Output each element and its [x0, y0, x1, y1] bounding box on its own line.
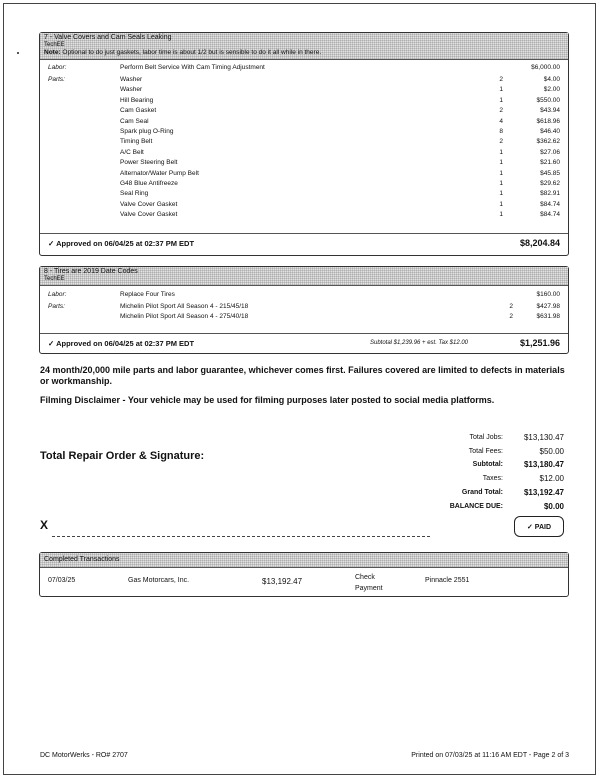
part-amount: $29.62 — [540, 180, 560, 187]
part-qty: 1 — [499, 200, 503, 208]
job-7-tech: TechEE — [44, 42, 65, 48]
job-8-total: $1,251.96 — [519, 338, 560, 348]
job-7-card — [39, 32, 569, 256]
part-name: G48 Blue Antifreeze — [120, 180, 178, 187]
part-name: Hill Bearing — [120, 96, 154, 104]
part-qty: 2 — [499, 107, 503, 115]
transactions-header: Completed Transactions — [40, 553, 568, 568]
part-name: Timing Belt — [120, 138, 153, 146]
part-row — [40, 127, 568, 137]
part-name: Valve Cover Gasket — [120, 211, 178, 219]
job-7-labor-row — [40, 63, 568, 73]
parts-label: Parts: — [48, 76, 65, 83]
job-8-card — [39, 266, 569, 354]
part-qty: 4 — [499, 117, 503, 125]
total-label: BALANCE DUE: — [449, 502, 503, 510]
job-7-total: $8,204.84 — [519, 238, 560, 248]
part-name: Michelin Pilot Sport All Season 4 - 215/45/18 — [120, 303, 249, 310]
part-amount: $362.62 — [536, 138, 560, 146]
transaction-payee: Gas Motorcars, Inc. — [128, 577, 190, 584]
part-name: Alternator/Water Pump Belt — [120, 169, 199, 177]
part-qty: 1 — [499, 190, 503, 198]
part-name: Michelin Pilot Sport All Season 4 - 275/40/18 — [120, 313, 249, 321]
job-8-title: 8 - Tires are 2019 Date Codes — [44, 268, 138, 275]
part-qty: 1 — [499, 159, 503, 167]
job-7-header — [40, 33, 568, 60]
job-8-lines — [40, 286, 568, 330]
total-value: $13,130.47 — [523, 433, 564, 442]
job-8-subtotal-note: Subtotal $1,239.96 + est. Tax $12.00 — [370, 340, 469, 346]
total-value: $12.00 — [539, 474, 564, 484]
part-amount: $45.85 — [540, 169, 560, 177]
footer-ro-number: DC MotorWerks - RO# 2707 — [40, 752, 128, 759]
part-row — [40, 137, 568, 147]
total-label: Grand Total: — [461, 488, 503, 496]
part-row — [40, 117, 568, 127]
job-8-approval — [40, 333, 568, 354]
part-qty: 2 — [499, 76, 503, 83]
total-value: $50.00 — [539, 446, 564, 456]
footer-printed-info: Printed on 07/03/25 at 11:16 AM EDT - Page 2 of 3 — [411, 752, 569, 759]
warranty-text: 24 month/20,000 mile parts and labor guarantee, whichever comes first. Failures covered are limited to defects in materials or workmanship. — [40, 365, 565, 386]
part-name: Cam Seal — [120, 117, 149, 125]
part-qty: 1 — [499, 96, 503, 104]
part-name: Spark plug O-Ring — [120, 128, 174, 135]
part-qty: 1 — [499, 148, 503, 156]
signature-x: X — [40, 518, 49, 532]
part-amount: $21.60 — [540, 159, 560, 167]
part-amount: $84.74 — [540, 211, 560, 219]
part-row — [40, 200, 568, 210]
part-amount: $46.40 — [540, 128, 560, 135]
scan-speck — [17, 52, 19, 54]
part-amount: $618.96 — [536, 117, 560, 125]
total-value: $13,180.47 — [523, 460, 564, 470]
total-row — [0, 500, 601, 513]
total-label: Total Fees: — [468, 447, 503, 455]
part-row — [40, 75, 568, 85]
job-7-title: 7 - Valve Covers and Cam Seals Leaking — [44, 34, 172, 41]
part-name: Valve Cover Gasket — [120, 200, 178, 208]
part-amount: $4.00 — [543, 76, 560, 83]
job-8-approved-text: ✓ Approved on 06/04/25 at 02:37 PM EDT — [48, 339, 195, 348]
part-row — [40, 210, 568, 220]
total-row — [0, 445, 601, 458]
labor-description: Replace Four Tires — [120, 291, 175, 298]
total-label: Subtotal: — [472, 461, 503, 469]
part-row — [40, 96, 568, 106]
transaction-amount: $13,192.47 — [262, 577, 303, 586]
total-label: Taxes: — [482, 475, 503, 483]
labor-label: Labor: — [48, 64, 67, 71]
part-row — [40, 302, 568, 312]
labor-label: Labor: — [48, 291, 67, 298]
transaction-method: Check Payment — [355, 574, 383, 592]
part-row — [40, 169, 568, 179]
transaction-date: 07/03/25 — [48, 577, 76, 584]
filming-disclaimer: Filming Disclaimer - Your vehicle may be used for filming purposes later posted to social media platforms. — [40, 395, 495, 405]
total-label: Total Jobs: — [469, 434, 503, 441]
part-amount: $427.98 — [536, 303, 560, 310]
part-qty: 1 — [499, 86, 503, 94]
job-7-approved-text: ✓ Approved on 06/04/25 at 02:37 PM EDT — [48, 239, 195, 248]
part-row — [40, 158, 568, 168]
part-amount: $27.06 — [540, 148, 560, 156]
part-amount: $43.94 — [540, 107, 560, 115]
total-value: $0.00 — [543, 501, 564, 511]
total-row — [0, 472, 601, 485]
part-row — [40, 106, 568, 116]
part-row — [40, 189, 568, 199]
part-qty: 2 — [499, 138, 503, 146]
part-row — [40, 148, 568, 158]
labor-amount: $160.00 — [536, 291, 560, 298]
part-qty: 8 — [499, 128, 503, 135]
part-name: Washer — [120, 86, 143, 94]
labor-description: Perform Belt Service With Cam Timing Adjustment — [120, 64, 265, 71]
part-qty: 1 — [499, 169, 503, 177]
part-amount: $84.74 — [540, 200, 560, 208]
signature-line — [52, 536, 430, 537]
parts-label: Parts: — [48, 303, 65, 310]
part-qty: 2 — [509, 313, 513, 321]
job-7-lines — [40, 60, 568, 228]
part-amount: $631.98 — [536, 313, 560, 321]
part-name: A/C Belt — [120, 148, 144, 156]
part-qty: 1 — [499, 211, 503, 219]
signature-title: Total Repair Order & Signature: — [40, 450, 205, 462]
total-row — [0, 431, 601, 444]
part-row — [40, 179, 568, 189]
job-8-header — [40, 267, 568, 286]
part-amount: $2.00 — [543, 86, 560, 94]
part-qty: 2 — [509, 303, 513, 310]
labor-amount: $6,000.00 — [531, 64, 560, 71]
part-name: Washer — [120, 76, 143, 83]
part-name: Seal Ring — [120, 190, 149, 198]
part-row — [40, 85, 568, 95]
total-row — [0, 486, 601, 499]
job-7-approval — [40, 233, 568, 254]
part-amount: $550.00 — [536, 96, 560, 104]
total-row — [0, 458, 601, 471]
total-value: $13,192.47 — [523, 487, 564, 497]
job-8-tech: TechEE — [44, 276, 65, 282]
part-row — [40, 312, 568, 322]
part-name: Cam Gasket — [120, 107, 157, 115]
part-qty: 1 — [499, 180, 503, 187]
job-7-note: Note: Optional to do just gaskets, labor time is about 1/2 but is sensible to do it all while in there. — [44, 49, 322, 56]
paid-badge: ✓ PAID — [514, 516, 564, 537]
part-amount: $82.91 — [540, 190, 560, 198]
completed-transactions — [39, 552, 569, 597]
part-name: Power Steering Belt — [120, 159, 178, 167]
transaction-reference: Pinnacle 2551 — [425, 577, 470, 584]
job-8-labor-row — [40, 290, 568, 300]
